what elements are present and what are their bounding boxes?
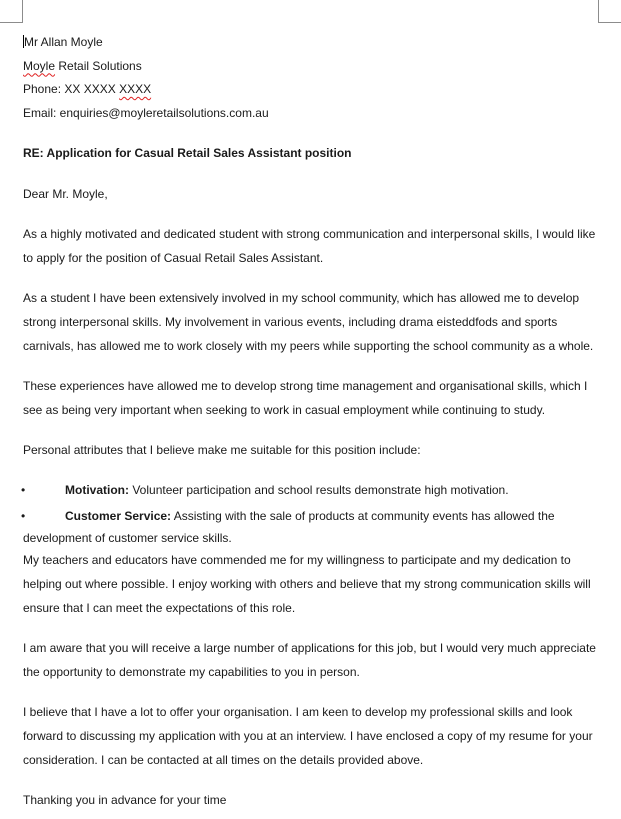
recipient-phone[interactable]: Phone: XX XXXX XXXX <box>23 82 152 96</box>
salutation[interactable]: Dear Mr. Moyle, <box>23 186 108 201</box>
recipient-email[interactable]: Email: enquiries@moyleretailsolutions.com.au <box>23 105 269 120</box>
recipient-company[interactable]: Moyle Retail Solutions <box>23 58 142 73</box>
paragraph-2[interactable]: As a student I have been extensively involved in my school community, which has allowed me to develop strong interpersonal skills. My involvement in various events, including drama eisteddfods and sports carnivals, has allowed me to work closely with my peers while supporting the school community as a whole. <box>23 291 594 353</box>
bullet-item[interactable]: • Motivation: Volunteer participation and school results demonstrate high motivation. <box>23 479 603 501</box>
bullet-icon: • <box>21 483 26 498</box>
paragraph-1[interactable]: As a highly motivated and dedicated student with strong communication and interpersonal skills, I would like to apply for the position of Casual Retail Sales Assistant. <box>23 227 596 265</box>
closing-line[interactable]: Thanking you in advance for your time <box>23 793 227 808</box>
margin-corner-top-left <box>0 0 23 23</box>
paragraph-5[interactable]: My teachers and educators have commended me for my willingness to participate and my dedication to helping out where possible. I enjoy working with others and believe that my strong communication skills will ensure that I can meet the expectations of this role. <box>23 553 591 615</box>
subject-line[interactable]: RE: Application for Casual Retail Sales Assistant position <box>23 146 352 160</box>
bullet-item[interactable]: • Customer Service: Assisting with the sale of products at community events has allowed the development of customer service skills. <box>23 505 603 549</box>
paragraph-4[interactable]: Personal attributes that I believe make me suitable for this position include: <box>23 443 421 458</box>
bullet-icon: • <box>21 509 26 524</box>
spelling-flag[interactable]: XXXX <box>119 82 152 96</box>
paragraph-3[interactable]: These experiences have allowed me to develop strong time management and organisational skills, which I see as being very important when seeking to work in casual employment while continuing to study. <box>23 378 588 417</box>
paragraph-7[interactable]: I believe that I have a lot to offer your organisation. I am keen to develop my professional skills and look forward to discussing my application with you at an interview. I have enclosed a copy of my resume for your consideration. I can be contacted at all times on the details provided above. <box>23 705 593 767</box>
letter-body[interactable] <box>23 31 603 813</box>
margin-corner-top-right <box>598 0 621 23</box>
recipient-name[interactable]: Mr Allan Moyle <box>24 35 103 49</box>
paragraph-6[interactable]: I am aware that you will receive a large number of applications for this job, but I would very much appreciate the opportunity to demonstrate my capabilities to you in person. <box>23 641 596 680</box>
spelling-flag[interactable]: Moyle <box>23 58 56 73</box>
